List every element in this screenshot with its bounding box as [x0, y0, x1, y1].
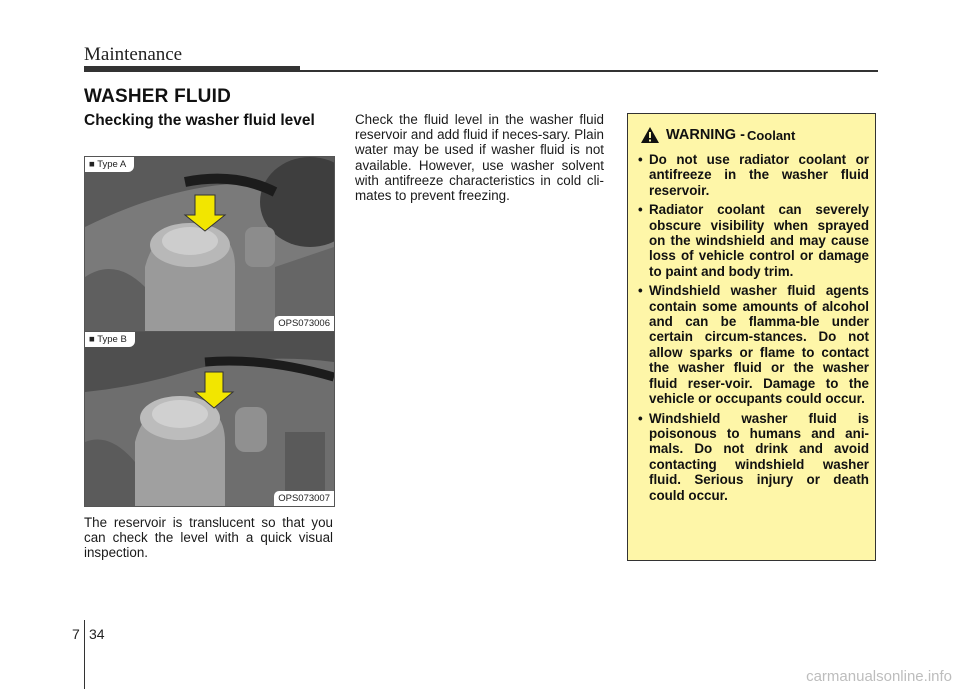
figure-code: OPS073006: [274, 316, 334, 331]
body-text-left: The reservoir is translucent so that you can check the level with a quick visual inspection.: [84, 515, 333, 561]
warning-header: [640, 126, 795, 144]
figure-code: OPS073007: [274, 491, 334, 506]
warning-title: WARNING -: [666, 127, 745, 143]
header-title: Maintenance: [84, 44, 183, 65]
warning-list: [638, 152, 869, 507]
section-title: WASHER FLUID: [84, 86, 232, 107]
engine-reservoir-photo-icon: [85, 157, 334, 331]
warning-subtitle: Coolant: [746, 127, 796, 143]
figure-type-a: [84, 156, 335, 332]
warning-triangle-icon: [640, 126, 660, 144]
warning-item: • Radiator coolant can severely obscure visibility when sprayed on the windshield and may cause loss of vehicle control or damage to paint and body trim.: [638, 202, 869, 279]
footer-chapter-number: 7: [72, 626, 80, 642]
warning-item: • Windshield washer fluid is poisonous to humans and ani-mals. Do not drink and avoid contacting windshield washer fluid. Serious injury or death could occur.: [638, 411, 869, 503]
figure-type-label: ■ Type A: [85, 157, 134, 172]
engine-reservoir-photo-icon: [85, 332, 334, 506]
figure-type-b: [84, 331, 335, 507]
body-text-mid: Check the fluid level in the washer fluid reservoir and add fluid if neces-sary. Plain water may be used if washer fluid is not available. However, use washer solvent with antifreeze characteristics in cold cli-mates to prevent freezing.: [355, 112, 604, 204]
subsection-title: Checking the washer fluid level: [84, 112, 315, 129]
footer-divider: [84, 620, 85, 689]
header-rule-thick: [84, 66, 300, 72]
footer-page-number: 34: [89, 626, 105, 642]
warning-item: • Windshield washer fluid agents contain some amounts of alcohol and can be flamma-ble under certain circum-stances. Do not allow sparks or flame to contact the washer fluid or the washer fluid reser-voir. Damage to the vehicle or occupants could occur.: [638, 283, 869, 406]
warning-item: • Do not use radiator coolant or antifreeze in the washer fluid reservoir.: [638, 152, 869, 198]
warning-box: [627, 113, 876, 561]
figure-type-label: ■ Type B: [85, 332, 135, 347]
header-rule-thin: [300, 70, 878, 72]
watermark: carmanualsonline.info: [806, 668, 952, 685]
